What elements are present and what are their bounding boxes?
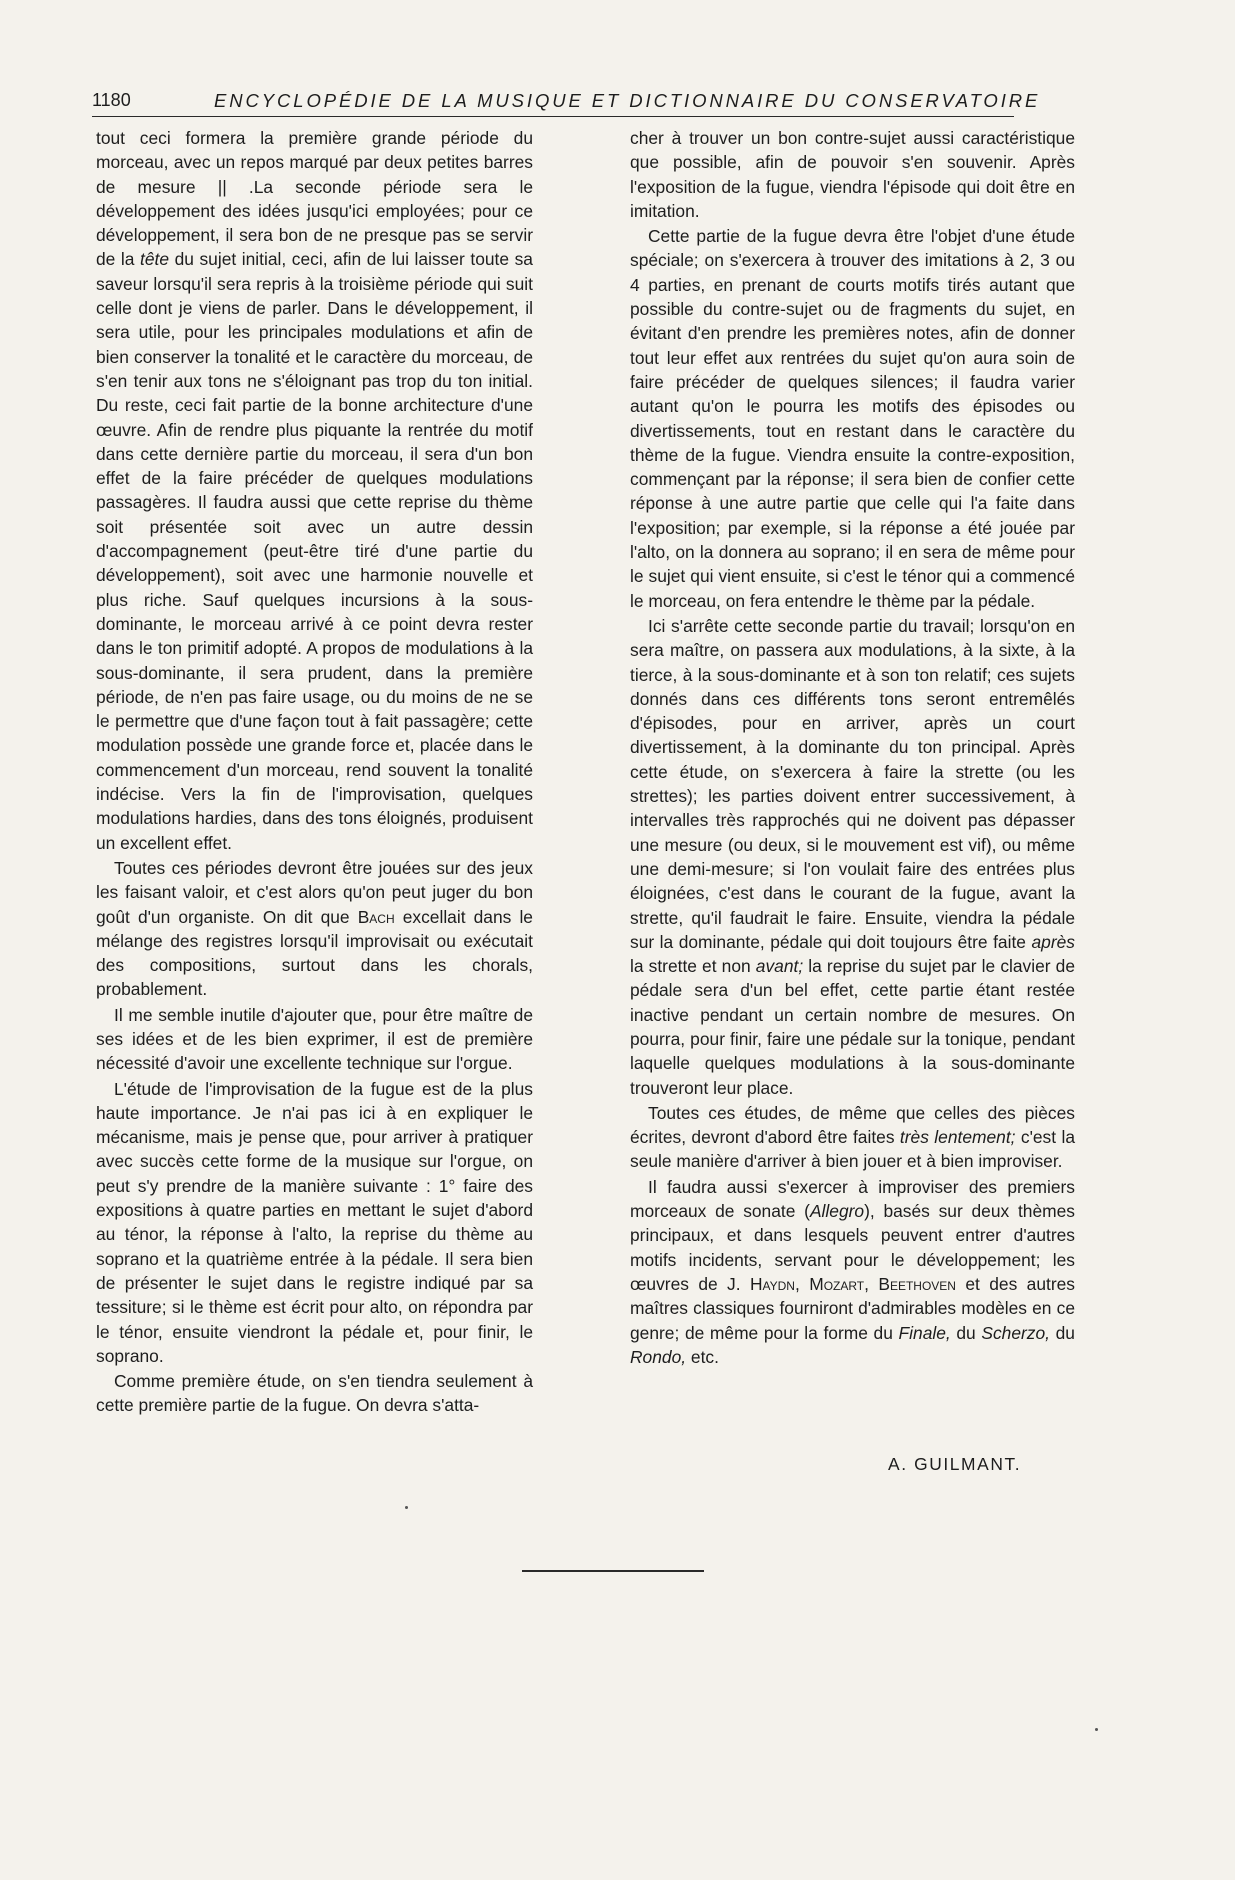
author-signature: A. GUILMANT. xyxy=(888,1454,1022,1474)
paragraph: Comme première étude, on s'en tiendra seulement à cette première partie de la fugue. On devra s'atta- xyxy=(96,1371,533,1416)
print-speck xyxy=(1095,1728,1098,1731)
running-title: ENCYCLOPÉDIE DE LA MUSIQUE ET DICTIONNAIRE DU CONSERVATOIRE xyxy=(214,90,1041,111)
composer-name: Haydn, xyxy=(749,1273,800,1294)
composer-name: Bach xyxy=(357,906,395,927)
paragraph: Cette partie de la fugue devra être l'objet d'une étude spéciale; on s'exercera à trouver des imitations à 2, 3 ou 4 parties, en prenant de courts motifs tirés autant que possible du contre-sujet ou de fragments du sujet, en évitant d'en prendre les premières notes, afin de donner tout leur effet aux rentrées du sujet qu'on aura soin de faire précéder de quelques silences; il faudra varier autant qu'on le pourra les motifs des épisodes ou divertissements, tout en restant dans le caractère du thème de la fugue. Viendra ensuite la contre-exposition, commençant par la réponse; il sera bien de confier cette réponse à une autre partie que celle qui l'a faite dans l'exposition; par exemple, si la réponse a été jouée par l'alto, on la donnera au soprano; il en sera de même pour le sujet qui vient ensuite, si c'est le ténor qui a commencé le morceau, on fera entendre le thème par la pédale. xyxy=(630,226,1075,611)
paragraph: Il faudra aussi s'exercer à improviser des premiers morceaux de sonate (Allegro), basés sur deux thèmes principaux, et dans lesquels peuvent entrer d'autres motifs incidents, servant pour le développement; les œuvres de J. Haydn, Mozart, Beethoven et des autres maîtres classiques fourniront d'admirables modèles en ce genre; de même pour la forme du Finale, du Scherzo, du Rondo, etc. xyxy=(630,1176,1076,1367)
paragraph: Ici s'arrête cette seconde partie du travail; lorsqu'on en sera maître, on passera aux modulations, à la sixte, à la tierce, à la sous-dominante et à son ton relatif; ces sujets donnés dans ces différents tons seront entremêlés d'épisodes, pour en arriver, après un court divertissement, à la dominante du ton principal. Après cette étude, on s'exercera à faire la strette (ou les strettes); les parties doivent entrer successivement, à intervalles très rapprochés qui ne doivent pas dépasser une mesure (ou deux, si le mouvement est vif), ou même une demi-mesure; si l'on voulait faire des entrées plus éloignées, c'est dans le courant de la fugue, avant la strette, qu'il faudrait le faire. Ensuite, viendra la pédale sur la dominante, pédale qui doit toujours être faite après la strette et non avant; la reprise du sujet par le clavier de pédale sera d'un bel effet, cette partie étant restée inactive pendant un certain nombre de mesures. On pourra, pour finir, faire une pédale sur la tonique, pendant laquelle quelques modulations à la sous-dominante trouveront leur place. xyxy=(630,615,1076,1098)
paragraph: Toutes ces périodes devront être jouées sur des jeux les faisant valoir, et c'est alors qu'on peut juger du bon goût d'un organiste. On dit que Bach excellait dans le mélange des registres lorsqu'il improvisait ou exécutait des compositions, surtout dans les chorals, probablement. xyxy=(96,857,533,1000)
right-column xyxy=(630,126,1075,1369)
paragraph: Toutes ces études, de même que celles des pièces écrites, devront d'abord être faites très lentement; c'est la seule manière d'arriver à bien jouer et à bien improviser. xyxy=(630,1102,1075,1172)
composer-name: Beethoven xyxy=(878,1273,956,1294)
paragraph: cher à trouver un bon contre-sujet aussi caractéristique que possible, afin de pouvoir s'en souvenir. Après l'exposition de la fugue, viendra l'épisode qui doit être en imitation. xyxy=(630,128,1075,221)
page-header xyxy=(92,90,1041,117)
print-speck xyxy=(405,1506,408,1509)
paragraph: L'étude de l'improvisation de la fugue est de la plus haute importance. Je n'ai pas ici à en expliquer le mécanisme, mais je pense que, pour arriver à pratiquer avec succès cette forme de la musique sur l'orgue, on peut s'y prendre de la manière suivante : 1° faire des expositions à quatre parties en mettant le sujet d'abord au ténor, la réponse à l'alto, la reprise du thème au soprano et la quatrième entrée à la pédale. Il sera bien de présenter le sujet dans le registre indiqué par sa tessiture; si le thème est écrit pour alto, on répondra par le ténor, ensuite viendront la pédale et, pour finir, le soprano. xyxy=(96,1078,533,1366)
left-column xyxy=(96,126,533,1418)
paragraph: tout ceci formera la première grande période du morceau, avec un repos marqué par deux petites barres de mesure || .La seconde période sera le développement des idées jusqu'ici employées; pour ce développement, il sera bon de ne presque pas se servir de la tête du sujet initial, ceci, afin de lui laisser toute sa saveur lorsqu'il sera repris à la troisième période qui suit celle dont je viens de parler. Dans le développement, il sera utile, pour les principales modulations et afin de bien conserver la tonalité et le caractère du morceau, de s'en tenir aux tons ne s'éloignant pas trop du ton initial. Du reste, ceci fait partie de la bonne architecture d'une œuvre. Afin de rendre plus piquante la rentrée du motif dans cette dernière partie du morceau, il sera d'un bon effet de la faire précéder de quelques modulations passagères. Il faudra aussi que cette reprise du thème soit présentée soit avec un autre dessin d'accompagnement (peut-être tiré d'une partie du développement), soit avec une harmonie nouvelle et plus riche. Sauf quelques incursions à la sous-dominante, le morceau arrivé à ce point devra rester dans le ton primitif adopté. A propos de modulations à la sous-dominante, il sera prudent, dans la première période, de n'en pas faire usage, ou du moins de ne se le permettre que d'une façon tout à fait passagère; cette modulation possède une grande force et, placée dans le commencement d'un morceau, rend souvent la tonalité indécise. Vers la fin de l'improvisation, quelques modulations hardies, dans des tons éloignés, produisent un excellent effet. xyxy=(96,128,533,853)
composer-name: Mozart, xyxy=(809,1273,869,1294)
page-number: 1180 xyxy=(92,90,131,110)
end-rule xyxy=(522,1570,704,1572)
paragraph: Il me semble inutile d'ajouter que, pour être maître de ses idées et de les bien exprimer, il est de première nécessité d'avoir une excellente technique sur l'orgue. xyxy=(96,1004,533,1074)
